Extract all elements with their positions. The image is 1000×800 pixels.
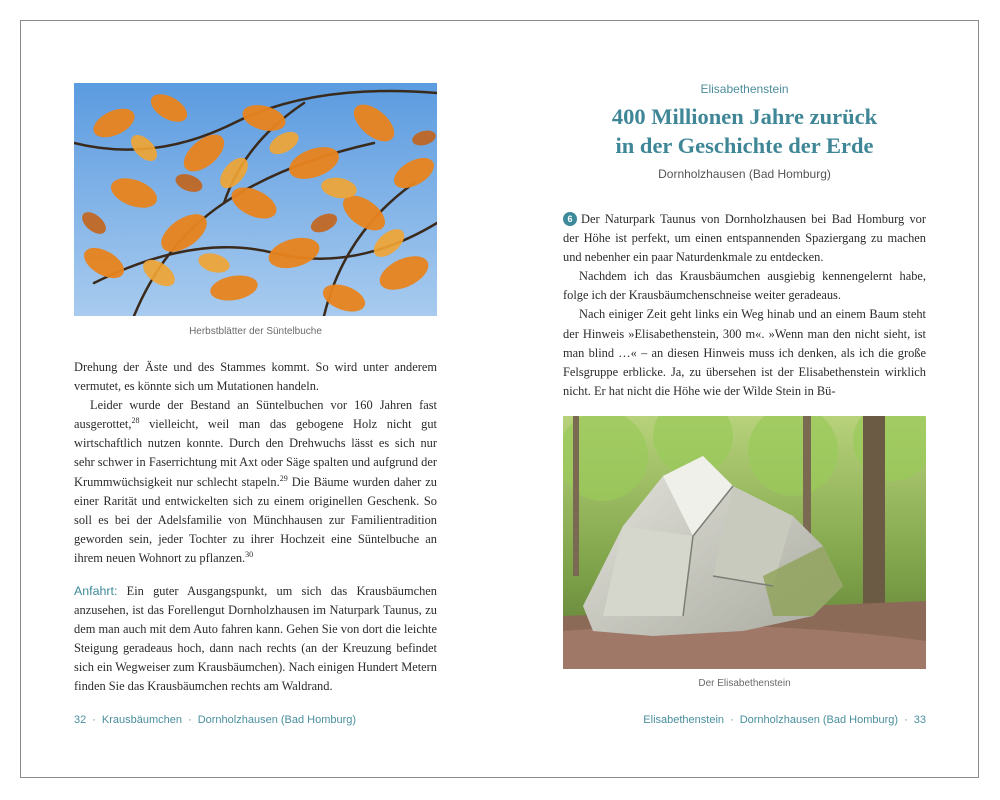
paragraph: Anfahrt: Ein guter Ausgangspunkt, um sich das Krausbäumchen anzusehen, ist das Forellengut Dornholzhausen im Naturpark Taunus, zu dem man auch mit dem Auto fahren kann. Gehen Sie von dort die leichte Steigung geradeaus hoch, dann nach rechts (an der Kreuzung befindet sich ein Wegweiser zum Krausbäumchen). Nach einigen Hundert Metern finden Sie das Krausbäumchen rechts am Waldrand. [74,584,437,694]
footer-section: Krausbäumchen [101,714,183,726]
paragraph: Drehung der Äste und des Stammes kommt. So wird unter anderem vermutet, es könnte sich um Mutationen handeln. [74,360,437,394]
directions-block [74,582,437,697]
chapter-headline: 400 Millionen Jahre zurück in der Geschichte der Erde [611,104,878,158]
paragraph: 6 Der Naturpark Taunus von Dornholzhausen bei Bad Homburg vor der Höhe ist perfekt, um einen entspannenden Spaziergang zu machen und nebenher ein paar Naturdenkmale zu entdecken. [563,212,926,265]
page-number: 33 [913,714,926,726]
page-number: 32 [74,714,87,726]
anfahrt-label: Anfahrt: [74,584,118,598]
footnote-ref: 29 [279,473,288,483]
footer-location: Dornholzhausen (Bad Homburg) [739,714,899,726]
footer-section: Elisabethenstein [643,714,725,726]
paragraph: Nachdem ich das Krausbäumchen ausgiebig kennengelernt habe, folge ich der Krausbäumchenschneise weiter geradeaus. [563,269,926,303]
footer-location: Dornholzhausen (Bad Homburg) [197,714,357,726]
chapter-subtitle: Dornholzhausen (Bad Homburg) [658,167,831,181]
location-marker-icon: 6 [563,212,577,226]
paragraph: Nach einiger Zeit geht links ein Weg hinab und an einem Baum steht der Hinweis »Elisabethenstein, 300 m«. »Wenn man den nicht sieht, ist man blind …« – an diesen Hinweis muss ich denken, als ich die große Felsgruppe erblicke. Ja, zu übersehen ist der Elisabethenstein wirklich nicht. Er hat nicht die Höhe wie der Wilde Stein in Bü- [563,307,926,398]
left-footer: 32 · Krausbäumchen · Dornholzhausen (Bad Homburg) [74,714,357,726]
right-body-text [563,210,926,401]
autumn-leaves-photo [74,83,437,316]
chapter-kicker: Elisabethenstein [700,82,789,96]
footnote-ref: 30 [245,549,254,559]
rock-formation-photo [563,416,926,669]
right-footer: Elisabethenstein · Dornholzhausen (Bad Homburg) · 33 [643,714,926,726]
footnote-ref: 28 [131,416,140,426]
left-body-text [74,358,437,568]
figure-caption: Herbstblätter der Süntelbuche [189,326,322,337]
paragraph: Leider wurde der Bestand an Süntelbuchen vor 160 Jahren fast ausgerottet,$^{28}$ vielleicht, weil man das gebogene Holz nicht gut wirtschaftlich nutzen konnte. Durch den Drehwuchs lässt es sich nur sehr schwer in Faserrichtung mit Axt oder Säge spalten und aufgrund der Krummwüchsigkeit nur schlecht stapeln.$^{29}$ Die Bäume wurden daher zu einer Rarität und entwickelten sich zu einem originellen Geschenk. So soll es bei der Adelsfamilie von Münchhausen zur Familientradition geworden sein, jeder Tochter zu ihrer Hochzeit eine Süntelbuche an ihrem neuen Wohnort zu pflanzen.$^{30}$ [74,398,437,565]
figure-caption: Der Elisabethenstein [698,678,791,689]
